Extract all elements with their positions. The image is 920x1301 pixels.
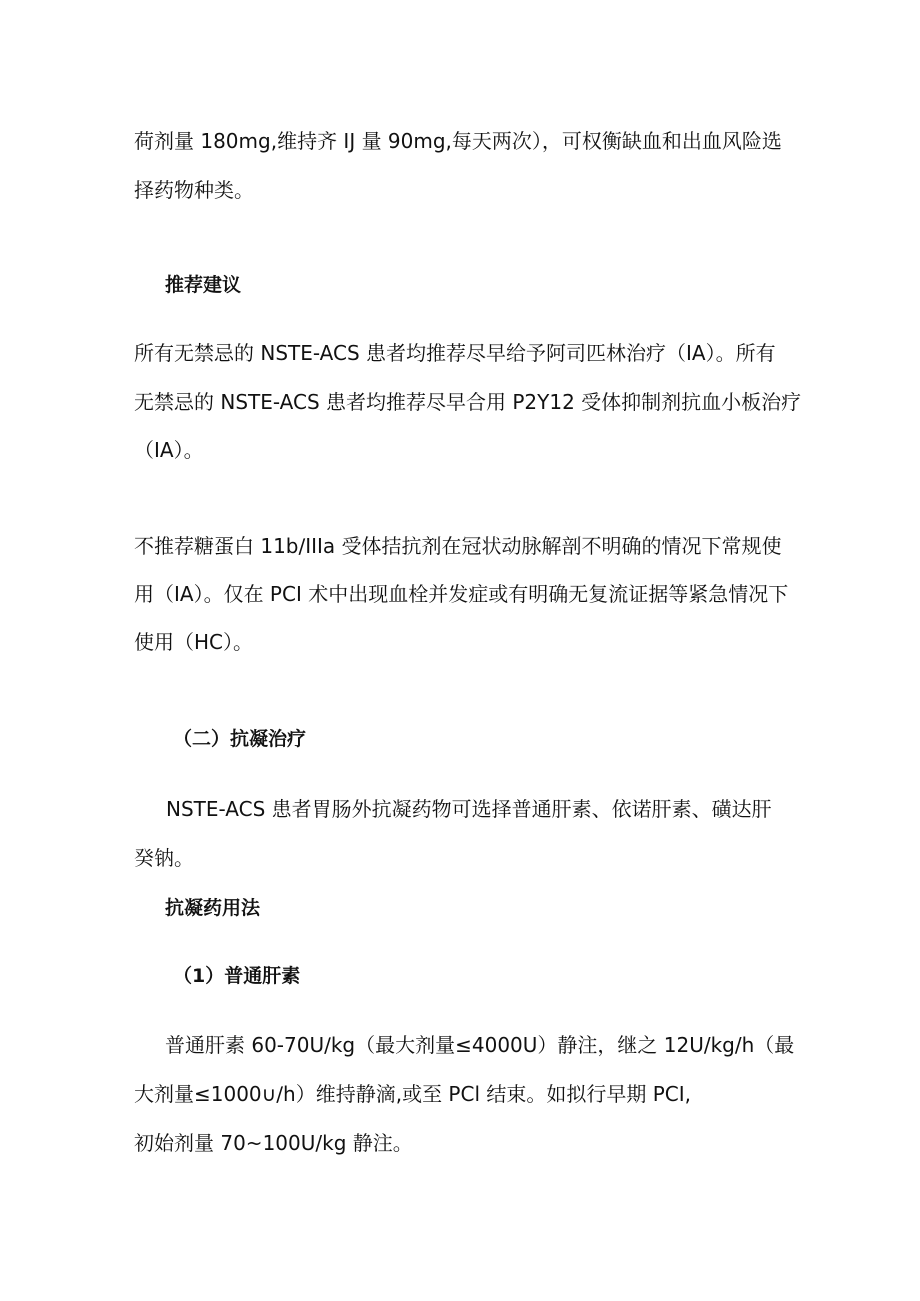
section-heading: （二）抗凝治疗 — [173, 728, 307, 750]
paragraph-line: NSTE-ACS 患者胃肠外抗凝药物可选择普通肝素、依诺肝素、磺达肝 — [166, 797, 772, 821]
section-heading: 抗凝药用法 — [165, 897, 261, 919]
paragraph-line: 使用（HC）。 — [134, 630, 254, 654]
section-heading: 推荐建议 — [165, 274, 242, 296]
paragraph-line: 无禁忌的 NSTE-ACS 患者均推荐尽早合用 P2Y12 受体抑制剂抗血小板治疗 — [134, 390, 802, 414]
paragraph-line: 不推荐糖蛋白 11b∕IIIa 受体拮抗剂在冠状动脉解剖不明确的情况下常规使 — [134, 534, 782, 558]
paragraph-line: 择药物种类。 — [134, 178, 254, 202]
paragraph-line: 荷剂量 180mg,维持齐 IJ 量 90mg,每天两次），可权衡缺血和出血风险选 — [134, 129, 782, 153]
paragraph-line: 用（IA）。仅在 PCI 术中出现血栓并发症或有明确无复流证据等紧急情况下 — [134, 582, 789, 606]
section-heading: （1）普通肝素 — [173, 965, 301, 987]
paragraph-line: 普通肝素 60-70U∕kg（最大剂量≤4000U）静注，继之 12U/kg/h（最 — [165, 1033, 795, 1057]
paragraph-line: 初始剂量 70~100U/kg 静注。 — [134, 1131, 413, 1155]
paragraph-line: 所有无禁忌的 NSTE-ACS 患者均推荐尽早给予阿司匹林治疗（IA）。所有 — [134, 341, 776, 365]
paragraph-line: 大剂量≤1000∪∕h）维持静滴,或至 PCl 结束。如拟行早期 PCI, — [134, 1082, 692, 1106]
paragraph-line: （IA）。 — [134, 438, 204, 462]
paragraph-line: 癸钠。 — [134, 846, 194, 870]
